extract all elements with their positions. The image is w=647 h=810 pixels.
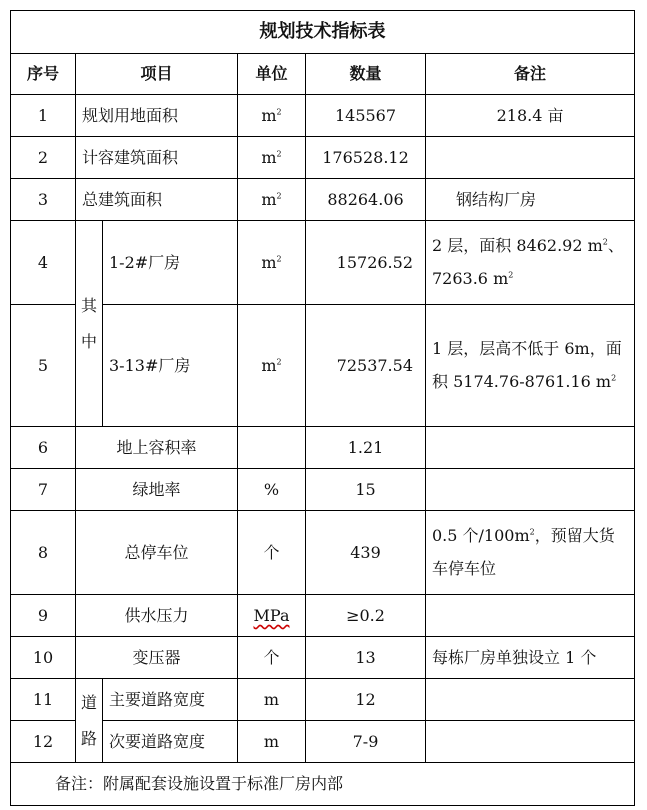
group-label-dalu <box>76 679 103 763</box>
group-char: 其 <box>80 295 97 315</box>
row-unit <box>238 595 306 637</box>
group-char: 路 <box>80 728 97 748</box>
row-note: 钢结构厂房 <box>426 179 635 221</box>
row-unit <box>238 95 306 137</box>
row-unit: 个 <box>238 637 306 679</box>
row-unit <box>238 305 306 427</box>
row-qty: 88264.06 <box>306 179 426 221</box>
row-note: 每栋厂房单独设立 1 个 <box>426 637 635 679</box>
row-unit <box>238 137 306 179</box>
unit-exp: 2 <box>276 357 282 367</box>
row-note <box>426 469 635 511</box>
row-no: 2 <box>11 137 76 179</box>
row-no: 9 <box>11 595 76 637</box>
row-no: 3 <box>11 179 76 221</box>
table-row <box>11 721 635 763</box>
unit-base: m <box>261 105 277 125</box>
planning-indicators-table <box>10 10 635 806</box>
unit-exp: 2 <box>276 149 282 159</box>
row-note <box>426 427 635 469</box>
group-label-qizhong <box>76 221 103 427</box>
unit-base: m <box>261 147 277 167</box>
row-unit: m <box>238 721 306 763</box>
row-qty: 439 <box>306 511 426 595</box>
row-item: 计容建筑面积 <box>76 137 238 179</box>
row-note <box>426 721 635 763</box>
row-qty: 1.21 <box>306 427 426 469</box>
row-item: 变压器 <box>76 637 238 679</box>
row-note <box>426 511 635 595</box>
row-qty: 72537.54 <box>306 305 426 427</box>
table-footnote: 备注：附属配套设施设置于标准厂房内部 <box>11 763 635 806</box>
header-qty: 数量 <box>306 54 426 95</box>
header-row <box>11 54 635 95</box>
row-no: 6 <box>11 427 76 469</box>
row-qty: 7-9 <box>306 721 426 763</box>
row-note <box>426 679 635 721</box>
header-no: 序号 <box>11 54 76 95</box>
table-row <box>11 179 635 221</box>
table-row <box>11 679 635 721</box>
row-note <box>426 137 635 179</box>
row-no: 7 <box>11 469 76 511</box>
unit-base: m <box>261 355 277 375</box>
row-item: 3-13#厂房 <box>103 305 238 427</box>
table-row <box>11 427 635 469</box>
group-char: 中 <box>80 331 97 351</box>
table-row <box>11 221 635 305</box>
row-item: 地上容积率 <box>76 427 238 469</box>
row-no: 12 <box>11 721 76 763</box>
row-no: 10 <box>11 637 76 679</box>
row-item: 总建筑面积 <box>76 179 238 221</box>
row-no: 1 <box>11 95 76 137</box>
row-note: 218.4 亩 <box>426 95 635 137</box>
unit-exp: 2 <box>276 191 282 201</box>
row-item: 绿地率 <box>76 469 238 511</box>
row-item: 规划用地面积 <box>76 95 238 137</box>
note-text: 2 层，面积 8462.92 m <box>432 235 603 255</box>
row-no: 5 <box>11 305 76 427</box>
row-unit <box>238 427 306 469</box>
row-unit: % <box>238 469 306 511</box>
table-row <box>11 511 635 595</box>
header-note: 备注 <box>426 54 635 95</box>
row-qty: 145567 <box>306 95 426 137</box>
row-item: 供水压力 <box>76 595 238 637</box>
unit-text: MPa <box>253 605 290 625</box>
row-note <box>426 221 635 305</box>
row-no: 4 <box>11 221 76 305</box>
note-text: 1 层，层高不低于 6m，面积 5174.76-8761.16 m <box>432 338 622 391</box>
note-text: 0.5 个/100m <box>432 525 530 545</box>
row-qty: 15 <box>306 469 426 511</box>
row-unit <box>238 221 306 305</box>
row-qty: 12 <box>306 679 426 721</box>
unit-exp: 2 <box>529 527 535 537</box>
unit-exp: 2 <box>602 237 608 247</box>
table-row <box>11 595 635 637</box>
table-row <box>11 95 635 137</box>
row-item: 1-2#厂房 <box>103 221 238 305</box>
row-unit: m <box>238 679 306 721</box>
unit-base: m <box>261 189 277 209</box>
row-item: 总停车位 <box>76 511 238 595</box>
row-item: 主要道路宽度 <box>103 679 238 721</box>
table-row <box>11 137 635 179</box>
unit-exp: 2 <box>276 107 282 117</box>
row-qty: ≥0.2 <box>306 595 426 637</box>
row-note <box>426 595 635 637</box>
note-text: 、7263.6 m <box>432 235 624 288</box>
row-qty: 176528.12 <box>306 137 426 179</box>
row-item: 次要道路宽度 <box>103 721 238 763</box>
header-item: 项目 <box>76 54 238 95</box>
unit-base: m <box>261 252 277 272</box>
note-text: ，预留大货车停车位 <box>432 525 615 578</box>
table-row <box>11 469 635 511</box>
unit-exp: 2 <box>508 270 514 280</box>
table-row <box>11 305 635 427</box>
unit-exp: 2 <box>276 254 282 264</box>
row-unit: 个 <box>238 511 306 595</box>
row-no: 11 <box>11 679 76 721</box>
table-title: 规划技术指标表 <box>11 11 635 54</box>
header-unit: 单位 <box>238 54 306 95</box>
unit-exp: 2 <box>611 373 617 383</box>
row-qty: 13 <box>306 637 426 679</box>
table-row <box>11 637 635 679</box>
row-note <box>426 305 635 427</box>
row-qty: 15726.52 <box>306 221 426 305</box>
group-char: 道 <box>80 692 97 712</box>
row-unit <box>238 179 306 221</box>
row-no: 8 <box>11 511 76 595</box>
